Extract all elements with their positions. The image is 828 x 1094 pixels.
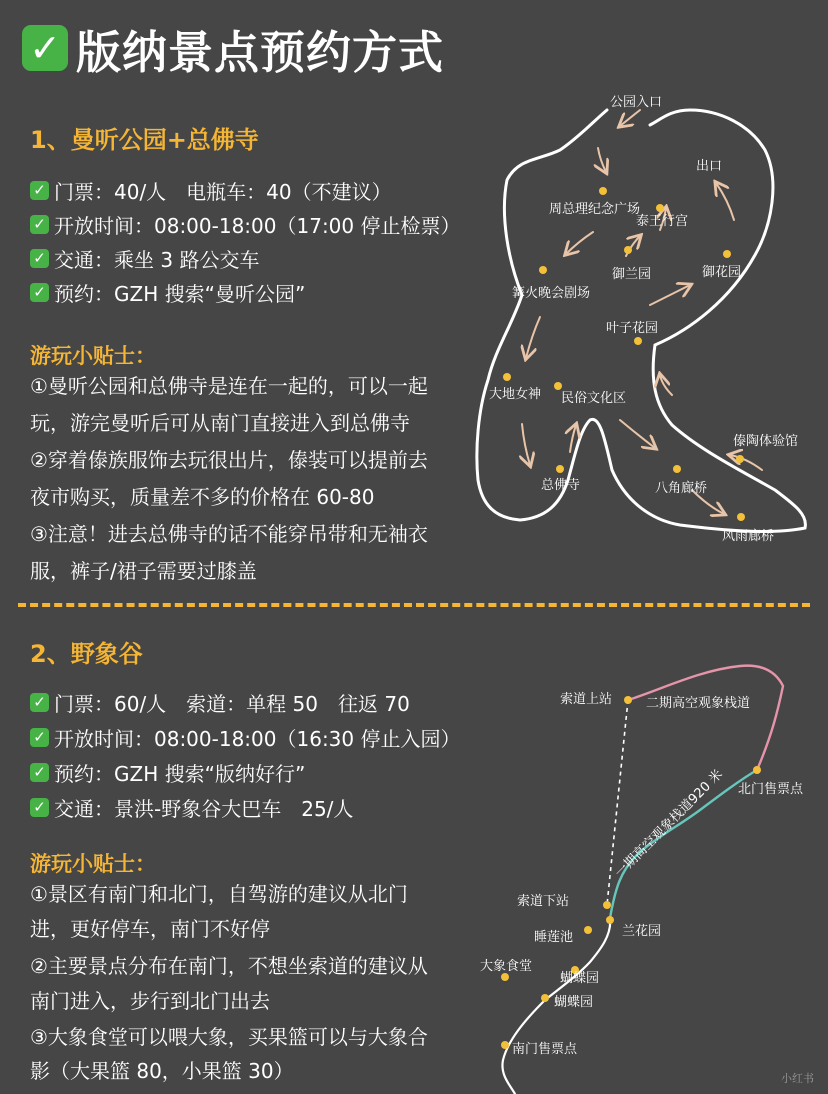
- manting-park-map: [470, 85, 820, 565]
- map-label: 一期高空观象栈道920 米: [612, 767, 727, 881]
- map-label: 篝火晚会剧场: [512, 286, 591, 301]
- map-label: 风雨廊桥: [722, 529, 775, 544]
- tip-line: 夜市购买，质量差不多的价格在 60-80: [30, 485, 375, 509]
- item-text: 开放时间：08:00-18:00（17:00 停止检票）: [54, 214, 461, 238]
- item-text: 交通：乘坐 3 路公交车: [54, 248, 260, 272]
- map-label: 民俗文化区: [561, 391, 627, 406]
- tip-line: ①景区有南门和北门，自驾游的建议从北门: [30, 882, 408, 906]
- spot-marker: [539, 266, 547, 274]
- check-icon: ✓: [22, 25, 68, 71]
- spot-marker: [599, 187, 607, 195]
- section1-item: [30, 210, 460, 239]
- tip-line: 南门进入，步行到北门出去: [30, 989, 270, 1013]
- map-label: 傣陶体验馆: [733, 434, 799, 449]
- section1-tips-heading: 游玩小贴士：: [30, 344, 156, 368]
- spot-marker: [634, 337, 642, 345]
- map-label: 叶子花园: [606, 321, 659, 336]
- map-label: 索道下站: [517, 894, 570, 909]
- stage1-walkway: [610, 770, 757, 918]
- check-icon: ✓: [30, 693, 49, 712]
- title-text: 版纳景点预约方式: [76, 25, 445, 79]
- spot-marker: [606, 916, 614, 924]
- spot-marker: [554, 382, 562, 390]
- tip-line: 玩，游完曼听后可从南门直接进入到总佛寺: [30, 411, 410, 435]
- map-label: 北门售票点: [738, 782, 804, 797]
- spot-marker: [541, 994, 549, 1002]
- section2-heading: 2、野象谷: [30, 640, 143, 668]
- tip-line: 进，更好停车，南门不好停: [30, 917, 270, 941]
- tip-line: ①曼听公园和总佛寺是连在一起的，可以一起: [30, 374, 428, 398]
- map-label: 二期高空观象栈道: [646, 696, 751, 711]
- item-text: 交通：景洪-野象谷大巴车 25/人: [54, 797, 354, 821]
- map-label: 大象食堂: [480, 959, 533, 974]
- tip-line: 影（大果篮 80，小果篮 30）: [30, 1059, 294, 1083]
- stage2-walkway: [628, 666, 783, 770]
- item-text: 门票：60/人 索道：单程 50 往返 70: [54, 692, 410, 716]
- spot-marker: [753, 766, 761, 774]
- check-icon: ✓: [30, 215, 49, 234]
- section1-item: [30, 278, 305, 307]
- tip-line: ③大象食堂可以喂大象，买果篮可以与大象合: [30, 1025, 428, 1049]
- check-icon: ✓: [30, 763, 49, 782]
- watermark: 小红书: [781, 1072, 814, 1085]
- section2-item: [30, 688, 410, 717]
- spot-marker: [501, 973, 509, 981]
- map-label: 总佛寺: [541, 478, 581, 493]
- map-label: 八角廊桥: [655, 481, 708, 496]
- spot-marker: [624, 696, 632, 704]
- section2-item: [30, 723, 460, 752]
- map-label: 周总理纪念广场: [549, 202, 641, 217]
- map-label: 泰王行宫: [636, 214, 689, 229]
- map-label: 御兰园: [612, 267, 652, 282]
- tip-line: ②穿着傣族服饰去玩很出片，傣装可以提前去: [30, 448, 428, 472]
- check-icon: ✓: [30, 181, 49, 200]
- map-label: 蝴蝶园: [554, 995, 594, 1010]
- spot-marker: [656, 204, 664, 212]
- item-text: 门票：40/人 电瓶车：40（不建议）: [54, 180, 392, 204]
- map-label: 出口: [696, 159, 723, 174]
- section-divider: [18, 603, 810, 607]
- item-text: 开放时间：08:00-18:00（16:30 停止入园）: [54, 727, 461, 751]
- tip-line: 服，裤子/裙子需要过膝盖: [30, 559, 257, 583]
- map-label: 睡莲池: [534, 930, 574, 945]
- map-label: 御花园: [702, 265, 742, 280]
- section1-heading: 1、曼听公园+总佛寺: [30, 126, 259, 154]
- spot-marker: [603, 901, 611, 909]
- section2-item: [30, 793, 353, 822]
- wild-elephant-valley-map: [470, 650, 820, 1094]
- item-text: 预约：GZH 搜索“曼听公园”: [54, 282, 306, 306]
- section1-item: [30, 244, 259, 273]
- section2-item: [30, 758, 305, 787]
- section1-item: [30, 176, 392, 205]
- spot-marker: [501, 1041, 509, 1049]
- spot-marker: [673, 465, 681, 473]
- map-label: 兰花园: [622, 924, 662, 939]
- spot-marker: [737, 513, 745, 521]
- map-label: 南门售票点: [512, 1042, 578, 1057]
- check-icon: ✓: [30, 249, 49, 268]
- tip-line: ③注意！进去总佛寺的话不能穿吊带和无袖衣: [30, 522, 428, 546]
- map-label: 索道上站: [560, 692, 613, 707]
- page-title: [22, 18, 444, 78]
- check-icon: ✓: [30, 283, 49, 302]
- map-label: 蝴蝶园: [560, 971, 600, 986]
- check-icon: ✓: [30, 798, 49, 817]
- map-label: 公园入口: [610, 95, 663, 110]
- section2-tips-heading: 游玩小贴士：: [30, 852, 156, 876]
- spot-marker: [723, 250, 731, 258]
- item-text: 预约：GZH 搜索“版纳好行”: [54, 762, 306, 786]
- tip-line: ②主要景点分布在南门，不想坐索道的建议从: [30, 954, 428, 978]
- spot-marker: [556, 465, 564, 473]
- spot-marker: [624, 246, 632, 254]
- spot-marker: [736, 455, 744, 463]
- spot-marker: [503, 373, 511, 381]
- spot-marker: [584, 926, 592, 934]
- map-label: 大地女神: [489, 387, 542, 402]
- check-icon: ✓: [30, 728, 49, 747]
